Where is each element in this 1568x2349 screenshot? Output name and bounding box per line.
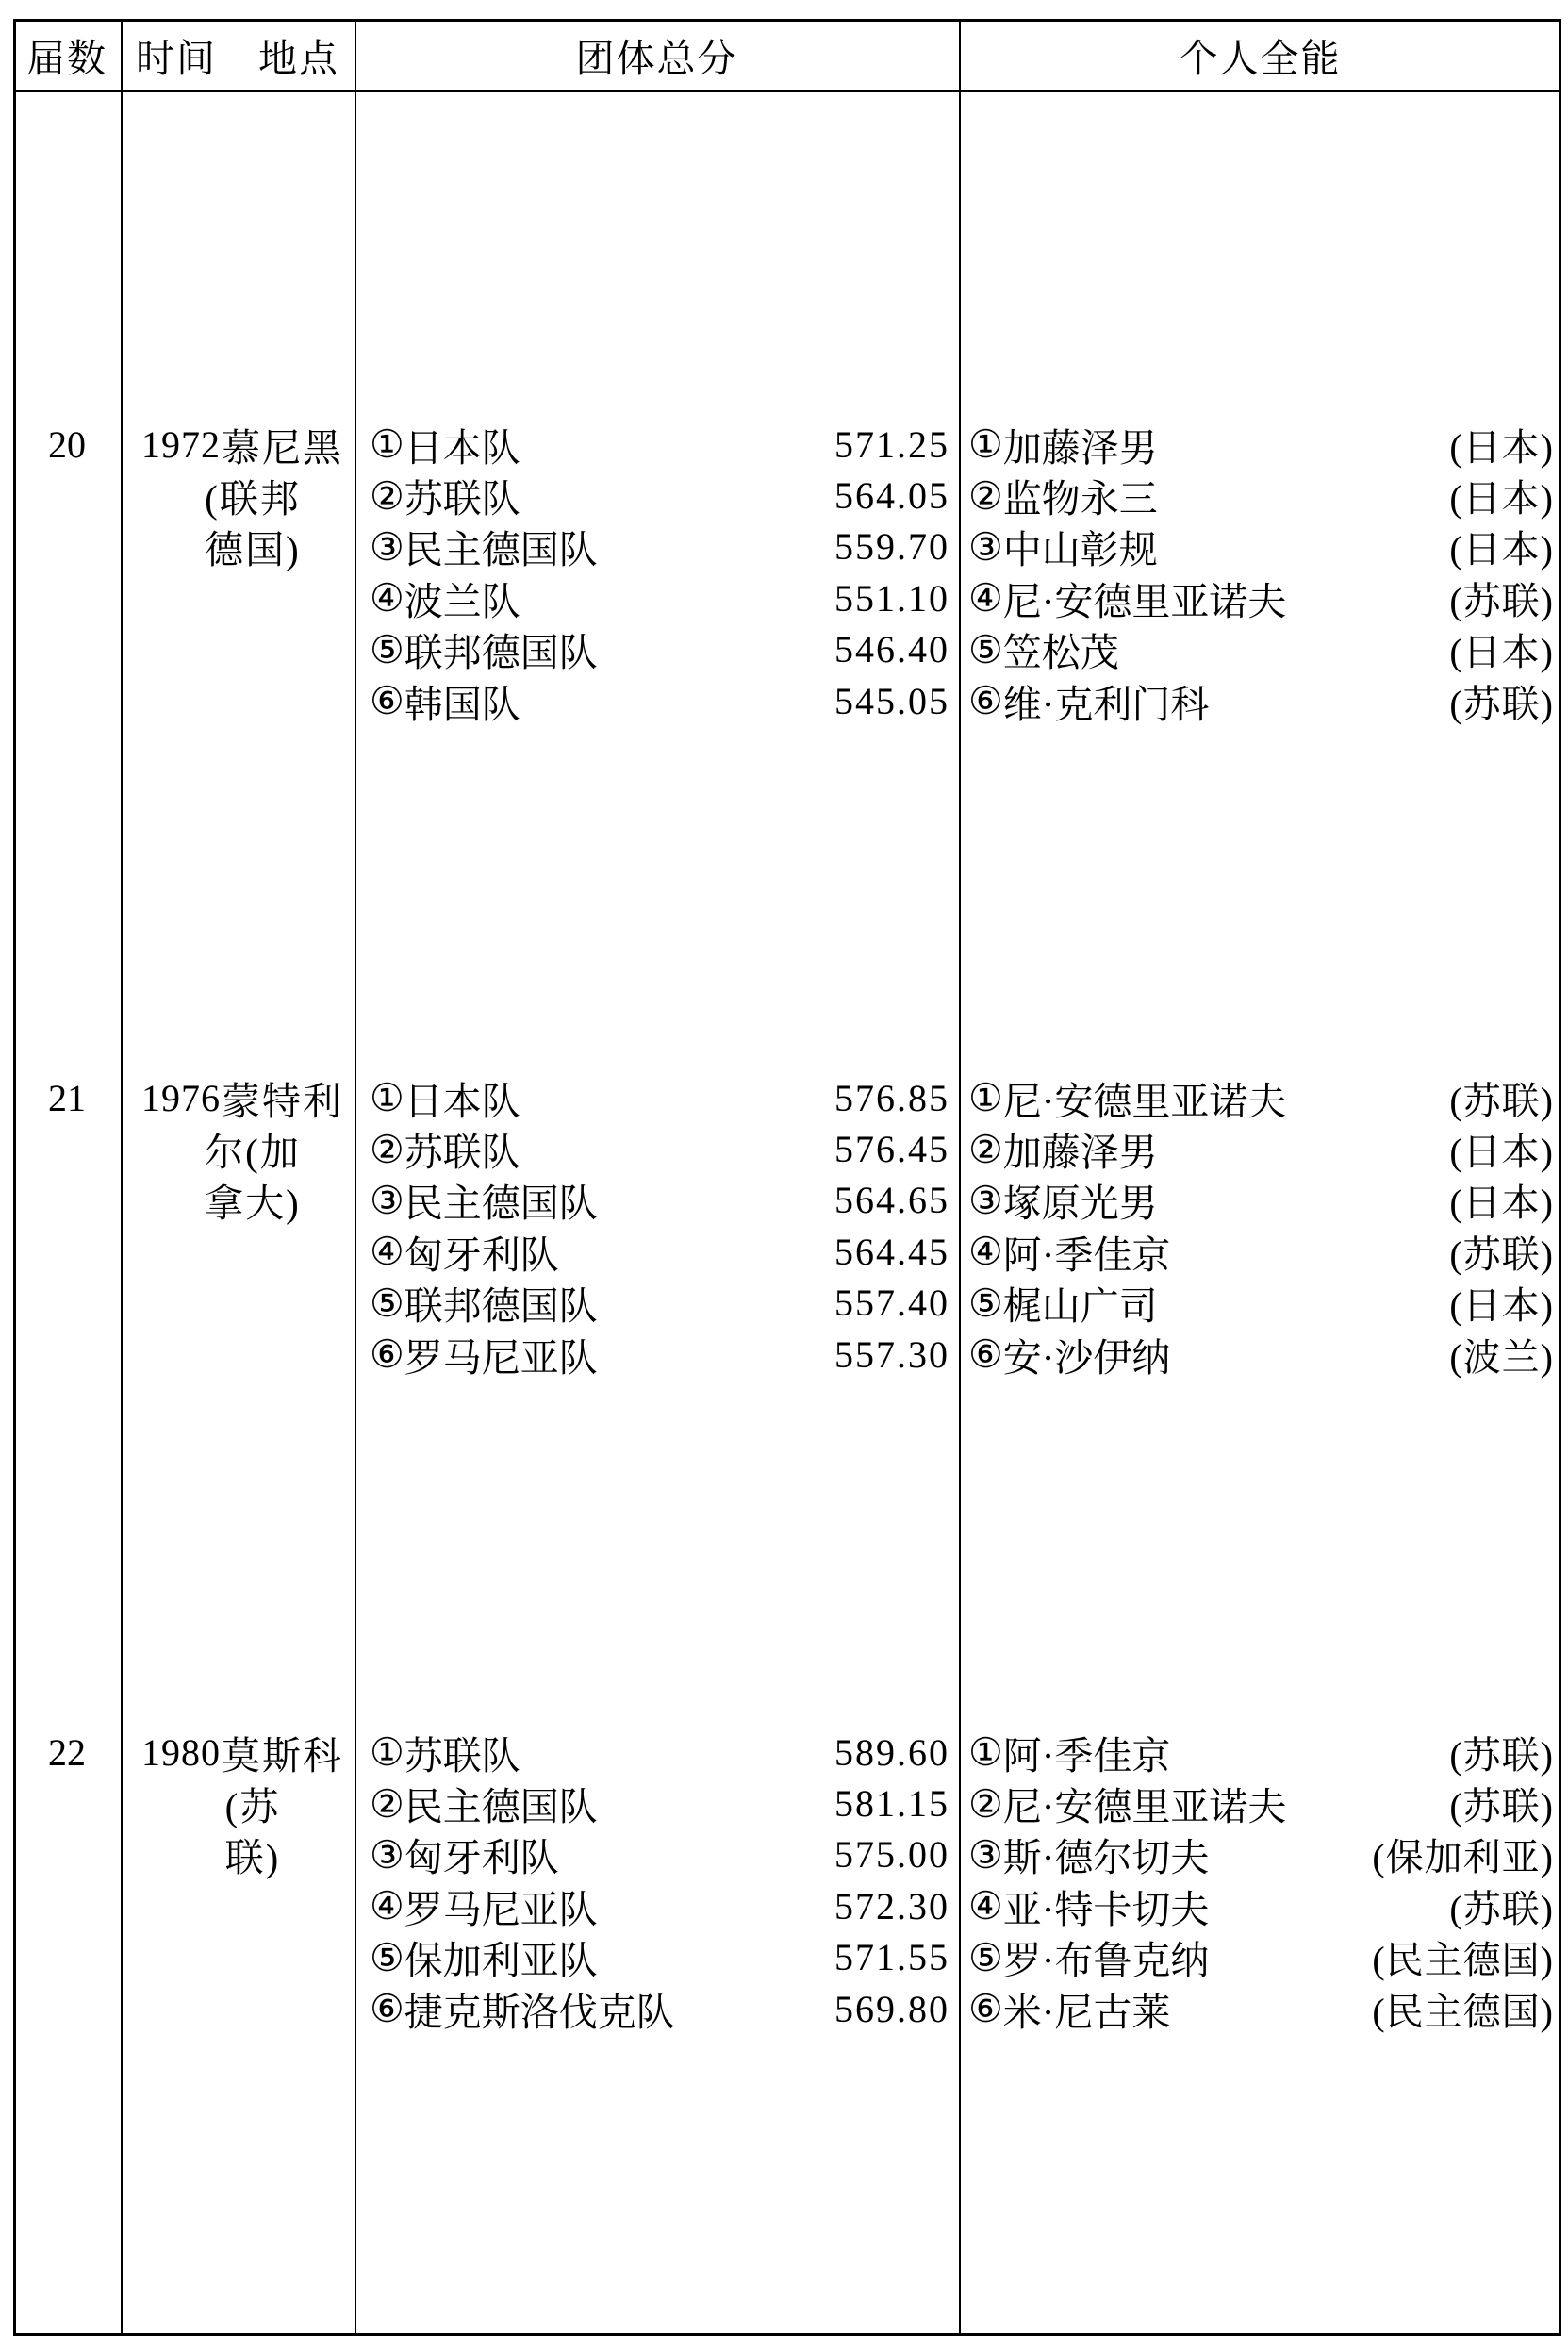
country-label: (日本)	[1449, 1284, 1554, 1328]
athlete-name: 笠松茂	[1002, 631, 1119, 675]
athlete-name: 米·尼古莱	[1002, 1990, 1171, 2034]
country-label: (日本)	[1449, 425, 1554, 469]
team-results-list	[370, 1727, 949, 2034]
header-separator-line	[13, 90, 1561, 92]
rank-badge: ⑤	[370, 1935, 404, 1979]
individual-entry	[968, 1725, 1170, 1780]
rank-badge: ⑤	[370, 1281, 404, 1325]
team-entry	[370, 519, 598, 574]
header-individual-allaround: 个人全能	[1179, 37, 1342, 80]
team-entry	[370, 1224, 559, 1280]
rank-badge: ⑤	[968, 627, 1003, 671]
team-entry	[370, 468, 520, 523]
individual-entry	[968, 1070, 1286, 1126]
team-score: 557.40	[834, 1282, 949, 1325]
individual-entry	[968, 1981, 1170, 2037]
athlete-name: 斯·德尔切夫	[1002, 1836, 1210, 1880]
rank-badge: ③	[968, 1832, 1003, 1877]
country-label: (日本)	[1449, 1182, 1554, 1225]
individual-entry	[968, 1275, 1158, 1331]
rank-badge: ①	[968, 1730, 1003, 1775]
team-result-row	[370, 1778, 949, 1828]
team-score: 576.85	[834, 1076, 949, 1119]
team-result-row	[370, 1175, 949, 1226]
country-label: (苏联)	[1449, 1232, 1554, 1276]
team-score: 576.45	[834, 1128, 949, 1171]
team-score: 564.45	[834, 1230, 949, 1273]
team-name: 民主德国队	[404, 1182, 598, 1226]
session-number: 21	[48, 1076, 86, 1119]
team-entry	[370, 1878, 598, 1934]
athlete-name: 阿·季佳京	[1002, 1733, 1171, 1778]
session-location	[158, 419, 347, 572]
individual-result-row	[968, 1072, 1554, 1123]
team-result-row	[370, 624, 949, 675]
team-name: 苏联队	[404, 1733, 520, 1778]
rank-badge: ④	[370, 1230, 404, 1274]
rank-badge: ⑤	[968, 1935, 1003, 1979]
individual-entry	[968, 1827, 1209, 1882]
country-label: (苏联)	[1449, 1079, 1554, 1122]
individual-entry	[968, 571, 1286, 626]
individual-entry	[968, 468, 1158, 523]
team-entry	[370, 1275, 598, 1331]
team-score: 581.15	[834, 1782, 949, 1826]
location-line: 拿大)	[205, 1182, 301, 1226]
team-name: 韩国队	[404, 682, 520, 726]
country-label: (民主德国)	[1372, 1990, 1554, 2033]
team-entry	[370, 1929, 598, 1985]
team-entry	[370, 1725, 520, 1780]
individual-result-row	[968, 1123, 1554, 1174]
athlete-name: 尼·安德里亚诺夫	[1002, 1079, 1287, 1123]
team-name: 匈牙利队	[404, 1836, 559, 1880]
session-number: 22	[48, 1730, 86, 1774]
individual-entry	[968, 1776, 1286, 1831]
team-result-row	[370, 419, 949, 470]
individual-entry	[968, 1929, 1209, 1985]
location-line: (联邦	[205, 477, 301, 521]
individual-entry	[968, 417, 1158, 472]
country-label: (苏联)	[1449, 1887, 1554, 1930]
team-result-row	[370, 1932, 949, 1983]
individual-result-row	[968, 1880, 1554, 1931]
header-team-total: 团体总分	[575, 37, 738, 80]
team-score: 571.25	[834, 422, 949, 466]
rank-badge: ①	[968, 1076, 1003, 1120]
location-line: 联)	[224, 1836, 281, 1880]
individual-results-list	[968, 419, 1554, 726]
country-label: (保加利亚)	[1372, 1836, 1554, 1879]
team-result-row	[370, 1880, 949, 1931]
team-name: 保加利亚队	[404, 1939, 598, 1983]
team-entry	[370, 1172, 598, 1228]
individual-result-row	[968, 1932, 1554, 1983]
individual-entry	[968, 1121, 1158, 1177]
individual-result-row	[968, 1727, 1554, 1778]
athlete-name: 塚原光男	[1002, 1182, 1158, 1226]
team-entry	[370, 1981, 675, 2037]
country-label: (苏联)	[1449, 682, 1554, 725]
team-score: 569.80	[834, 1987, 949, 2030]
team-score: 557.30	[834, 1332, 949, 1376]
individual-result-row	[968, 675, 1554, 726]
team-result-row	[370, 1278, 949, 1329]
rank-badge: ⑥	[968, 679, 1003, 723]
individual-entry	[968, 621, 1119, 677]
rank-badge: ①	[968, 422, 1003, 467]
rank-badge: ①	[370, 1730, 404, 1775]
rank-badge: ④	[370, 576, 404, 620]
rank-badge: ④	[968, 1884, 1003, 1928]
rank-badge: ⑥	[968, 1987, 1003, 2031]
athlete-name: 亚·特卡切夫	[1002, 1887, 1210, 1931]
athlete-name: 维·克利门科	[1002, 682, 1210, 726]
team-name: 民主德国队	[404, 1785, 598, 1829]
team-entry	[370, 1070, 520, 1126]
team-name: 民主德国队	[404, 528, 598, 572]
team-result-row	[370, 1727, 949, 1778]
team-name: 联邦德国队	[404, 1284, 598, 1329]
team-name: 波兰队	[404, 579, 520, 623]
individual-result-row	[968, 1175, 1554, 1226]
team-name: 匈牙利队	[404, 1232, 559, 1277]
rank-badge: ③	[370, 1832, 404, 1877]
team-score: 572.30	[834, 1884, 949, 1927]
session-year: 1976	[141, 1076, 221, 1119]
individual-entry	[968, 519, 1158, 574]
individual-entry	[968, 673, 1209, 729]
country-label: (日本)	[1449, 631, 1554, 674]
individual-result-row	[968, 1329, 1554, 1380]
rank-badge: ④	[370, 1884, 404, 1928]
team-score: 545.05	[834, 679, 949, 722]
athlete-name: 尼·安德里亚诺夫	[1002, 1785, 1287, 1829]
team-result-row	[370, 521, 949, 572]
header-place: 地点	[258, 37, 339, 80]
rank-badge: ⑥	[370, 1332, 404, 1377]
location-line: 莫斯科	[222, 1733, 343, 1778]
rank-badge: ①	[370, 1076, 404, 1120]
team-name: 日本队	[404, 425, 520, 470]
athlete-name: 加藤泽男	[1002, 1131, 1158, 1175]
rank-badge: ②	[968, 1781, 1003, 1826]
rank-badge: ③	[968, 1178, 1003, 1222]
athlete-name: 安·沙伊纳	[1002, 1335, 1171, 1380]
rank-badge: ①	[370, 422, 404, 467]
team-entry	[370, 1776, 598, 1831]
team-score: 564.65	[834, 1179, 949, 1222]
rank-badge: ⑤	[968, 1281, 1003, 1325]
team-result-row	[370, 1829, 949, 1880]
rank-badge: ②	[370, 473, 404, 518]
team-result-row	[370, 572, 949, 623]
header-session: 届数	[26, 37, 107, 80]
team-entry	[370, 621, 598, 677]
individual-result-row	[968, 1778, 1554, 1828]
team-name: 日本队	[404, 1079, 520, 1123]
team-entry	[370, 673, 520, 729]
rank-badge: ⑥	[968, 1332, 1003, 1377]
athlete-name: 中山彰规	[1002, 528, 1158, 572]
team-score: 571.55	[834, 1936, 949, 1979]
team-name: 罗马尼亚队	[404, 1887, 598, 1931]
athlete-name: 加藤泽男	[1002, 425, 1158, 470]
team-result-row	[370, 1072, 949, 1123]
individual-result-row	[968, 572, 1554, 623]
country-label: (苏联)	[1449, 1733, 1554, 1777]
team-result-row	[370, 1226, 949, 1277]
team-entry	[370, 1327, 598, 1382]
athlete-name: 梶山广司	[1002, 1284, 1158, 1329]
rank-badge: ②	[370, 1781, 404, 1826]
individual-result-row	[968, 1278, 1554, 1329]
rank-badge: ④	[968, 576, 1003, 620]
athlete-name: 阿·季佳京	[1002, 1232, 1171, 1277]
country-label: (波兰)	[1449, 1335, 1554, 1379]
rank-badge: ②	[968, 1127, 1003, 1171]
team-score: 564.05	[834, 474, 949, 518]
session-location	[158, 1072, 347, 1226]
rank-badge: ③	[370, 524, 404, 569]
individual-result-row	[968, 624, 1554, 675]
team-name: 捷克斯洛伐克队	[404, 1990, 675, 2034]
location-line: 蒙特利	[222, 1079, 343, 1123]
session-block-21	[0, 1072, 1568, 1381]
team-score: 559.70	[834, 525, 949, 569]
individual-entry	[968, 1878, 1209, 1934]
session-location	[158, 1727, 347, 1880]
individual-entry	[968, 1224, 1170, 1280]
country-label: (日本)	[1449, 528, 1554, 571]
location-line: (苏	[224, 1785, 281, 1829]
team-result-row	[370, 1329, 949, 1380]
header-time: 时间	[136, 37, 217, 80]
session-year: 1980	[141, 1730, 221, 1774]
team-name: 苏联队	[404, 477, 520, 521]
team-result-row	[370, 1983, 949, 2034]
individual-results-list	[968, 1072, 1554, 1380]
team-name: 苏联队	[404, 1131, 520, 1175]
team-results-list	[370, 1072, 949, 1380]
rank-badge: ②	[968, 473, 1003, 518]
athlete-name: 监物永三	[1002, 477, 1158, 521]
session-year: 1972	[141, 422, 221, 466]
location-line: 德国)	[205, 528, 301, 572]
team-score: 551.10	[834, 576, 949, 620]
rank-badge: ⑤	[370, 627, 404, 671]
team-score: 575.00	[834, 1833, 949, 1877]
session-block-20	[0, 419, 1568, 727]
individual-result-row	[968, 470, 1554, 521]
athlete-name: 罗·布鲁克纳	[1002, 1939, 1210, 1983]
team-result-row	[370, 675, 949, 726]
rank-badge: ⑥	[370, 1987, 404, 2031]
rank-badge: ③	[968, 524, 1003, 569]
session-block-22	[0, 1727, 1568, 2035]
team-score: 546.40	[834, 628, 949, 671]
rank-badge: ⑥	[370, 679, 404, 723]
team-result-row	[370, 470, 949, 521]
country-label: (苏联)	[1449, 579, 1554, 622]
team-entry	[370, 1827, 559, 1882]
team-entry	[370, 1121, 520, 1177]
country-label: (日本)	[1449, 477, 1554, 521]
location-line: 尔(加	[205, 1131, 301, 1175]
country-label: (民主德国)	[1372, 1939, 1554, 1982]
team-results-list	[370, 419, 949, 726]
country-label: (日本)	[1449, 1131, 1554, 1174]
team-name: 罗马尼亚队	[404, 1335, 598, 1380]
session-number: 20	[48, 422, 86, 466]
individual-result-row	[968, 521, 1554, 572]
individual-result-row	[968, 419, 1554, 470]
location-line: 慕尼黑	[222, 425, 343, 470]
team-result-row	[370, 1123, 949, 1174]
individual-entry	[968, 1327, 1170, 1382]
rank-badge: ④	[968, 1230, 1003, 1274]
team-name: 联邦德国队	[404, 631, 598, 675]
country-label: (苏联)	[1449, 1785, 1554, 1828]
rank-badge: ②	[370, 1127, 404, 1171]
individual-result-row	[968, 1829, 1554, 1880]
individual-results-list	[968, 1727, 1554, 2034]
rank-badge: ③	[370, 1178, 404, 1222]
athlete-name: 尼·安德里亚诺夫	[1002, 579, 1287, 623]
individual-result-row	[968, 1983, 1554, 2034]
individual-result-row	[968, 1226, 1554, 1277]
team-entry	[370, 571, 520, 626]
individual-entry	[968, 1172, 1158, 1228]
team-entry	[370, 417, 520, 472]
header-time-place	[121, 21, 355, 90]
team-score: 589.60	[834, 1730, 949, 1774]
